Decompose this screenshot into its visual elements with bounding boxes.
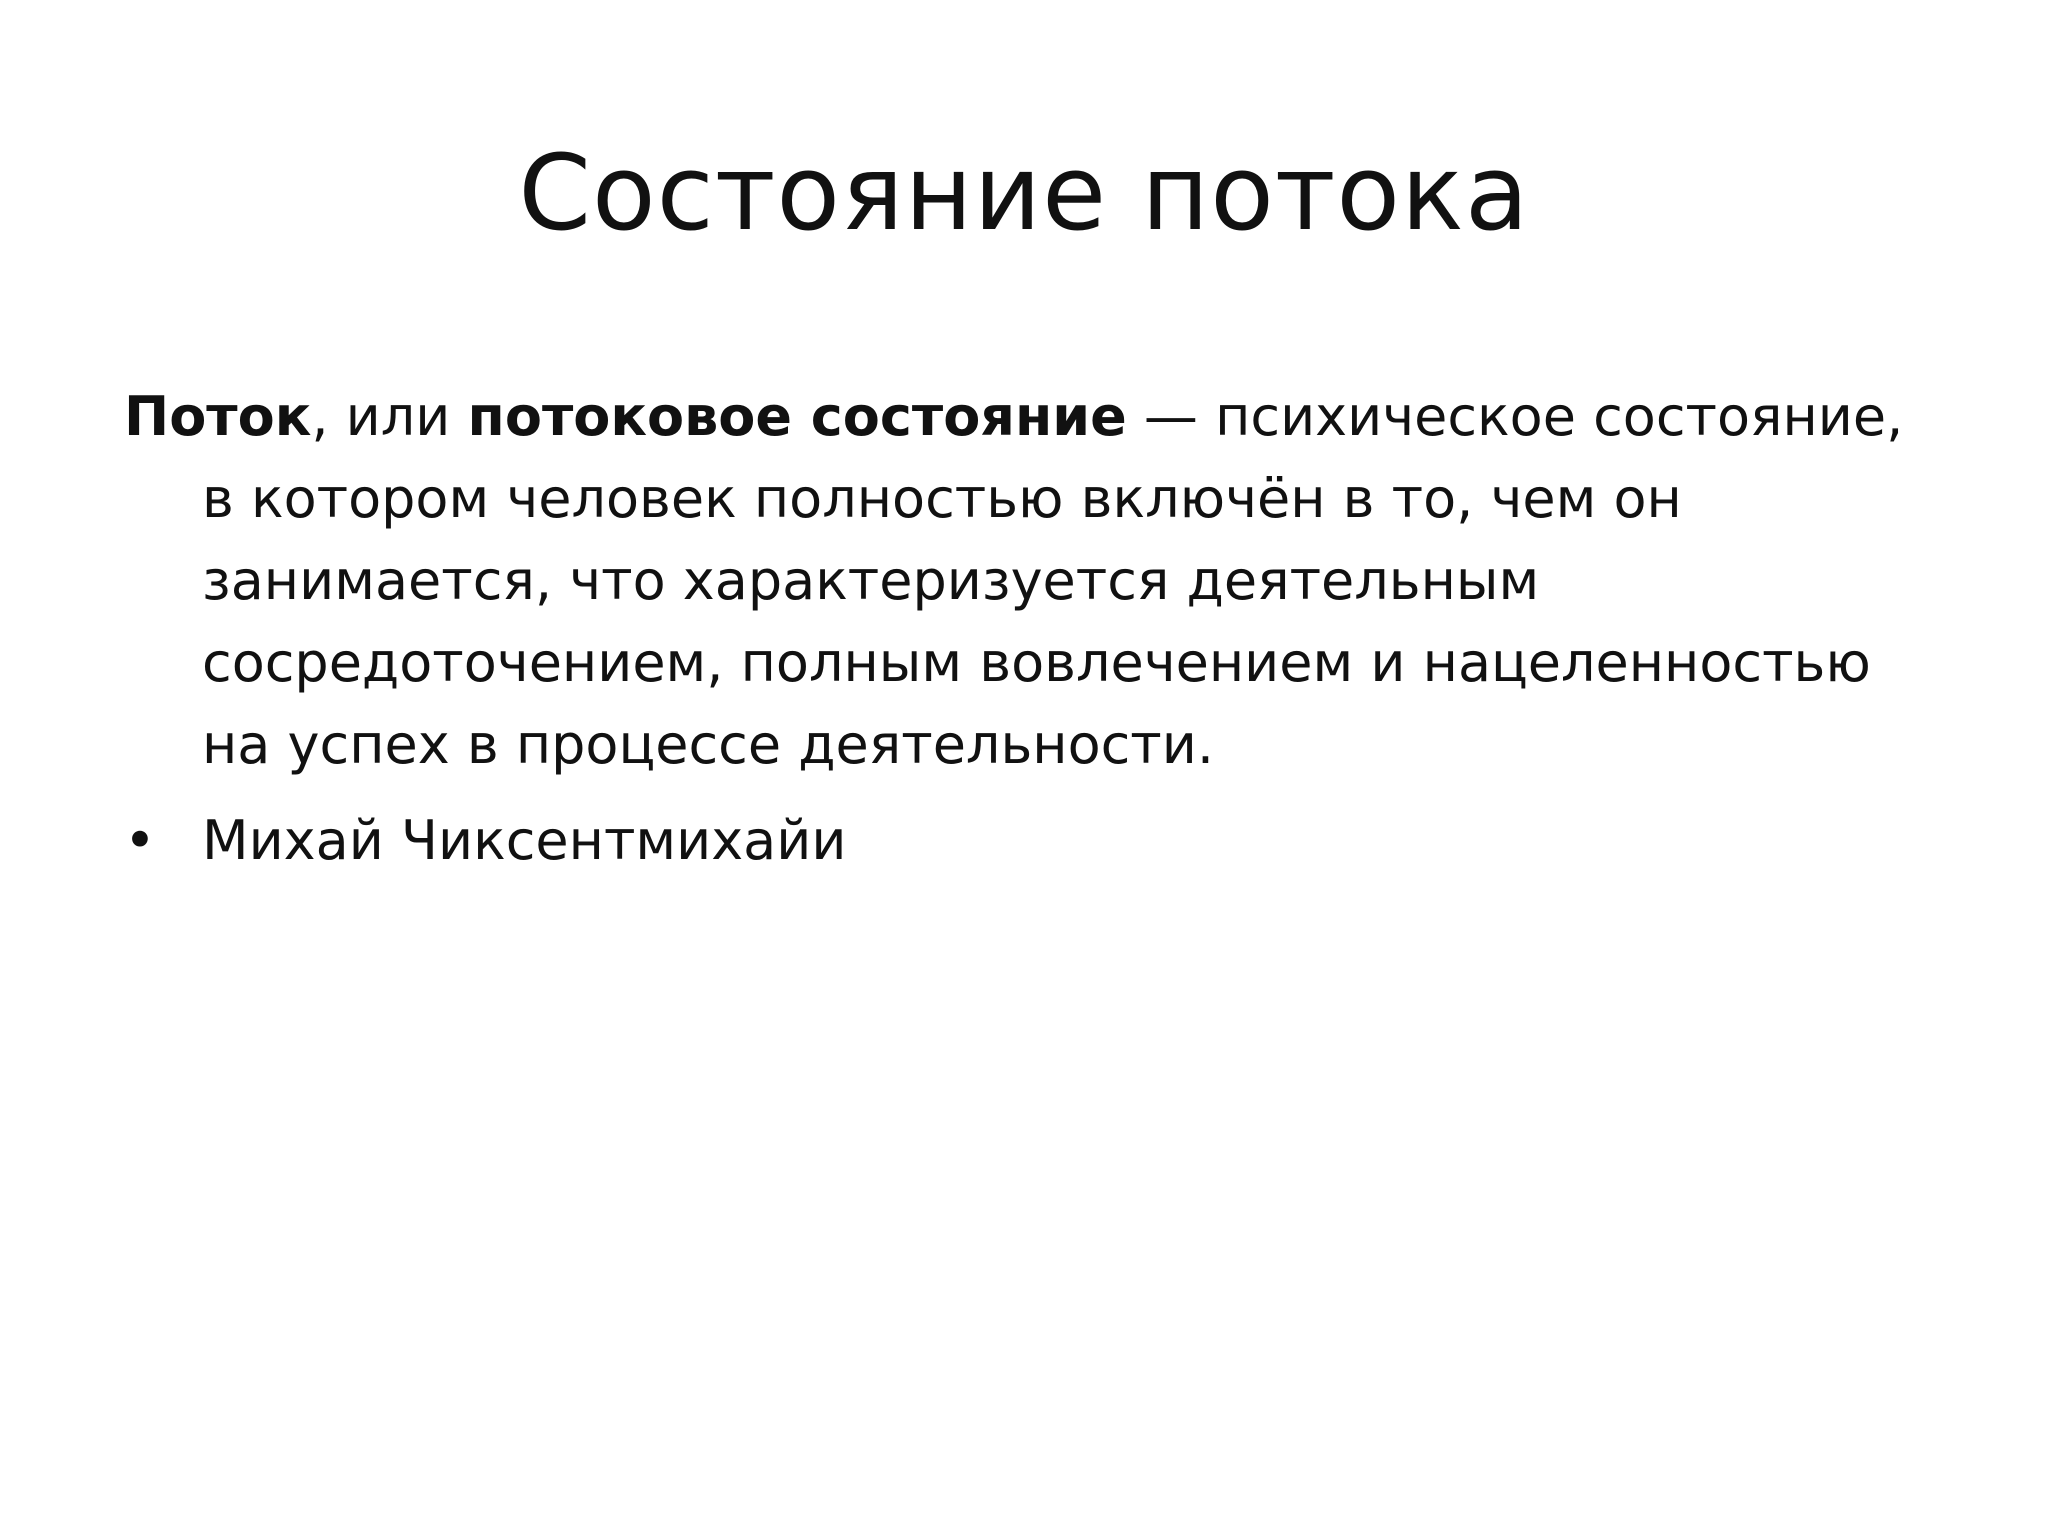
slide-body <box>124 376 1944 882</box>
bullet-item <box>124 800 1944 882</box>
bullet-text: Михай Чиксентмихайи <box>202 809 847 872</box>
slide-title: Состояние потока <box>518 132 1530 254</box>
term-flow-state: потоковое состояние <box>467 385 1127 448</box>
definition-text: — психическое состояние, в котором человек полностью включён в то, чем он занимается, что характеризуется деятельным сосредоточением, полным вовлечением и нацеленностью на успех в процессе деятельности. <box>202 385 1904 776</box>
definition-separator: , или <box>311 385 468 448</box>
bullet-icon: • <box>124 809 156 872</box>
term-flow: Поток <box>124 385 312 448</box>
definition-paragraph <box>124 376 1944 786</box>
